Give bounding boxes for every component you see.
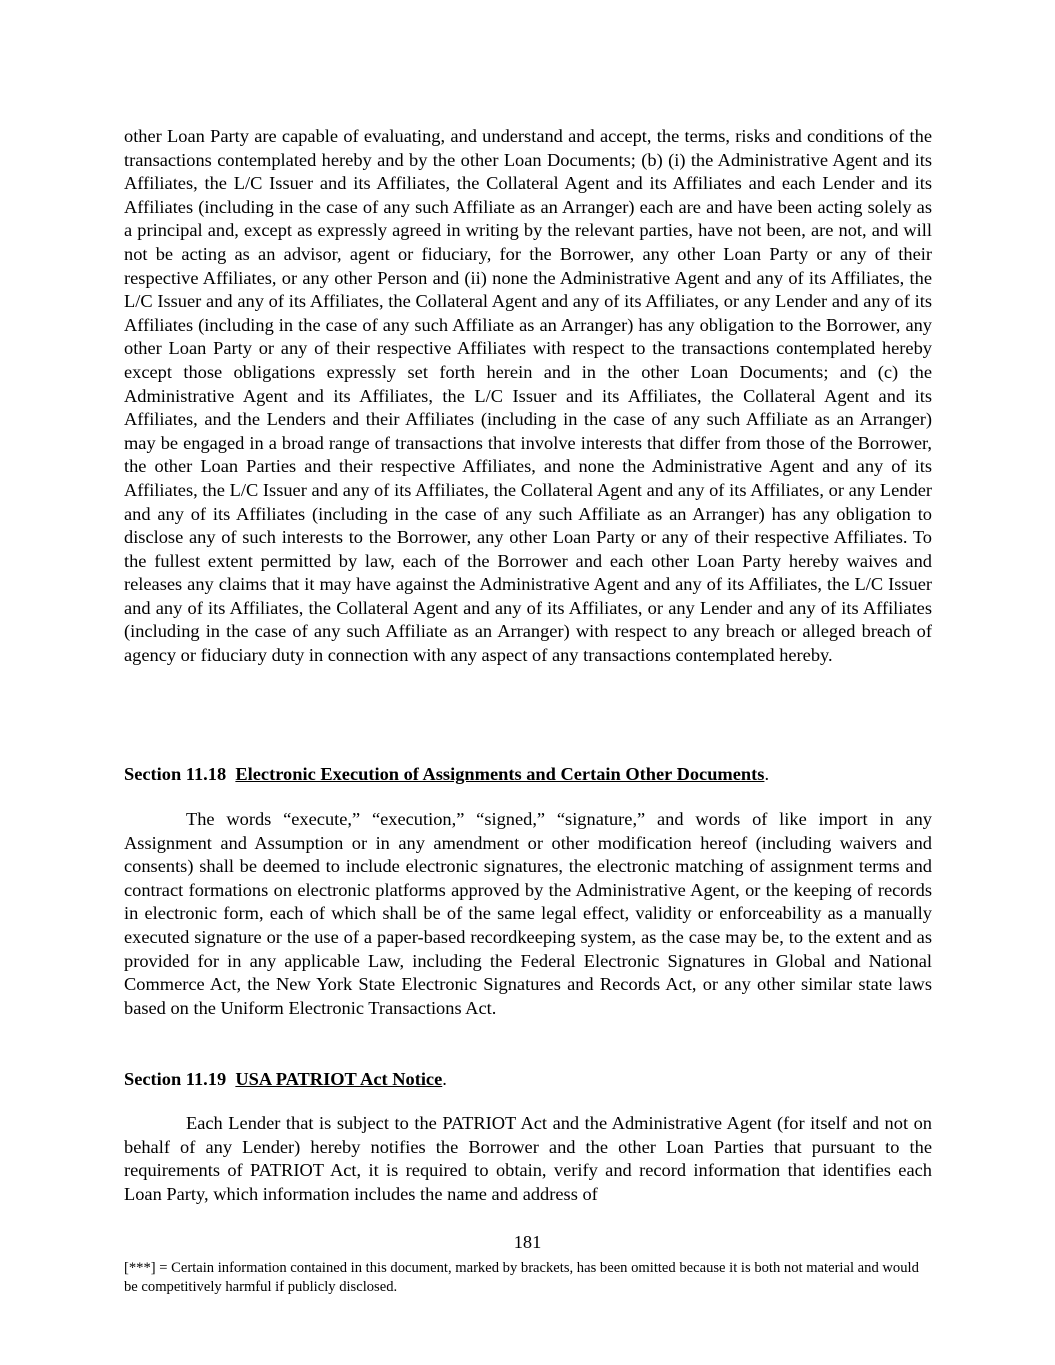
paragraph-continued: other Loan Party are capable of evaluating, and understand and accept, the terms, risks and conditions of the transactions contemplated hereby and by the other Loan Documents; (b) (i) the Administrative Agent and its Affiliates, the L/C Issuer and its Affiliates, the Collateral Agent and its Affiliates and each Lender and its Affiliates (including in the case of any such Affiliate as an Arranger) each are and have been acting solely as a principal and, except as expressly agreed in writing by the relevant parties, have not been, are not, and will not be acting as an advisor, agent or fiduciary, for the Borrower, any other Loan Party or any of their respective Affiliates, or any other Person and (ii) none the Administrative Agent and any of its Affiliates, the L/C Issuer and any of its Affiliates, the Collateral Agent and any of its Affiliates, or any Lender and any of its Affiliates (including in the case of any such Affiliate as an Arranger) has any obligation to the Borrower, any other Loan Party or any of their respective Affiliates with respect to the transactions contemplated hereby except those obligations expressly set forth herein and in the other Loan Documents; and (c) the Administrative Agent and its Affiliates, the L/C Issuer and its Affiliates, the Collateral Agent and its Affiliates, and the Lenders and their Affiliates (including in the case of any such Affiliate as an Arranger) may be engaged in a broad range of transactions that involve interests that differ from those of the Borrower, the other Loan Parties and their respective Affiliates, and none the Administrative Agent and any of its Affiliates, the L/C Issuer and any of its Affiliates, the Collateral Agent and any of its Affiliates, or any Lender and any of its Affiliates (including in the case of any such Affiliate as an Arranger) has any obligation to disclose any of such interests to the Borrower, any other Loan Party or any of their respective Affiliates. To the fullest extent permitted by law, each of the Borrower and each other Loan Party hereby waives and releases any claims that it may have against the Administrative Agent and any of its Affiliates, the L/C Issuer and any of its Affiliates, the Collateral Agent and any of its Affiliates, or any Lender and any of its Affiliates (including in the case of any such Affiliate as an Arranger) with respect to any breach or alleged breach of agency or fiduciary duty in connection with any aspect of any transactions contemplated hereby. [124, 126, 932, 666]
section-number: Section 11.18 [124, 764, 227, 784]
section-number: Section 11.19 [124, 1069, 227, 1089]
section-title-period: . [764, 764, 770, 784]
section-heading-11-18 [124, 763, 932, 787]
section-11-18-body: The words “execute,” “execution,” “signed,” “signature,” and words of like import in any Assignment and Assumption or in any amendment or other modification hereof (including waivers and consents) shall be deemed to include electronic signatures, the electronic matching of assignment terms and contract formations on electronic platforms approved by the Administrative Agent, or the keeping of records in electronic form, each of which shall be of the same legal effect, validity or enforceability as a manually executed signature or the use of a paper-based recordkeeping system, as the case may be, to the extent and as provided for in any applicable Law, including the Federal Electronic Signatures in Global and National Commerce Act, the New York State Electronic Signatures and Records Act, or any other similar state laws based on the Uniform Electronic Transactions Act. [124, 809, 932, 1018]
section-11-19-body: Each Lender that is subject to the PATRIOT Act and the Administrative Agent (for itself and not on behalf of any Lender) hereby notifies the Borrower and the other Loan Parties that pursuant to the requirements of PATRIOT Act, it is required to obtain, verify and record information that identifies each Loan Party, which information includes the name and address of [124, 1113, 932, 1204]
section-title-period: . [442, 1069, 447, 1089]
section-heading-11-19 [124, 1068, 932, 1092]
footnote: [***] = Certain information contained in this document, marked by brackets, has been omitted because it is both not material and would be competitively harmful if publicly disclosed. [124, 1260, 919, 1296]
page-number: 181 [513, 1232, 542, 1252]
section-title: USA PATRIOT Act Notice [235, 1069, 443, 1089]
section-title: Electronic Execution of Assignments and Certain Other Documents [235, 764, 765, 784]
